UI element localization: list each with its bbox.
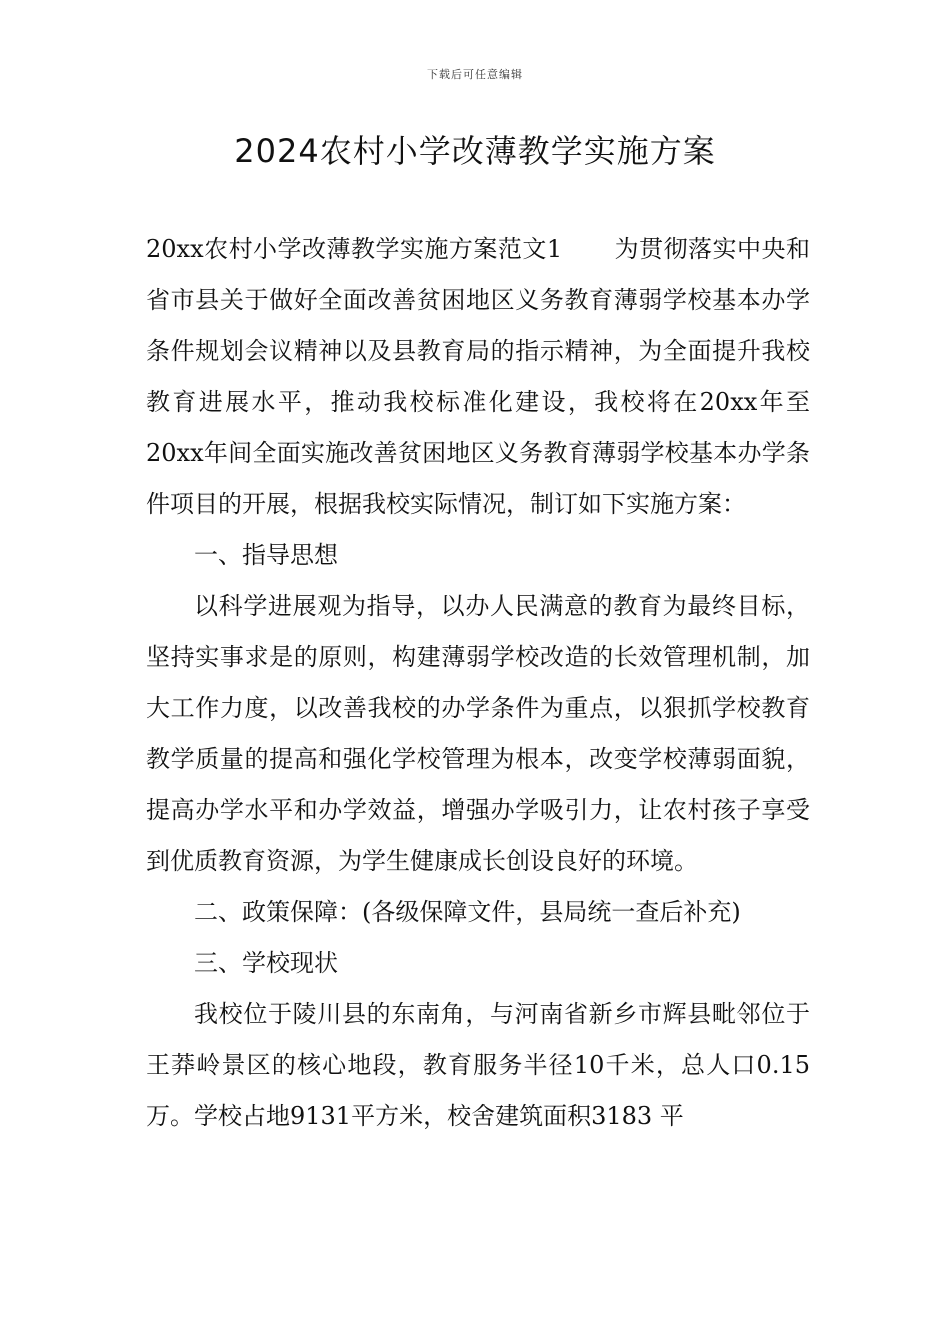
intro-text: 为贯彻落实中央和省市县关于做好全面改善贫困地区义务教育薄弱学校基本办学条件规划会议精神以及县教育局的指示精神，为全面提升我校教育进展水平，推动我校标准化建设，我校将在20xx年至20xx年间全面实施改善贫困地区义务教育薄弱学校基本办学条件项目的开展，根据我校实际情况，制订如下实施方案： [146,235,810,518]
section3-paragraph: 我校位于陵川县的东南角，与河南省新乡市辉县毗邻位于王莽岭景区的核心地段，教育服务半径10千米，总人口0.15万。学校占地9131平方米，校舍建筑面积3183 平 [146,1000,810,1130]
intro-lead: 20xx农村小学改薄教学实施方案范文1 [146,235,563,263]
intro-paragraph [146,224,810,530]
section1-paragraph: 以科学进展观为指导，以办人民满意的教育为最终目标，坚持实事求是的原则，构建薄弱学校改造的长效管理机制，加大工作力度，以改善我校的办学条件为重点，以狠抓学校教育教学质量的提高和强化学校管理为根本，改变学校薄弱面貌，提高办学水平和办学效益，增强办学吸引力，让农村孩子享受到优质教育资源，为学生健康成长创设良好的环境。 [146,592,810,875]
section3-heading: 三、学校现状 [194,949,338,977]
document-body [146,224,810,1142]
section2-heading: 二、政策保障：(各级保障文件，县局统一查后补充) [194,898,741,926]
header-note: 下载后可任意编辑 [427,68,523,81]
document-title: 2024农村小学改薄教学实施方案 [234,132,716,170]
section1-heading: 一、指导思想 [194,541,338,569]
